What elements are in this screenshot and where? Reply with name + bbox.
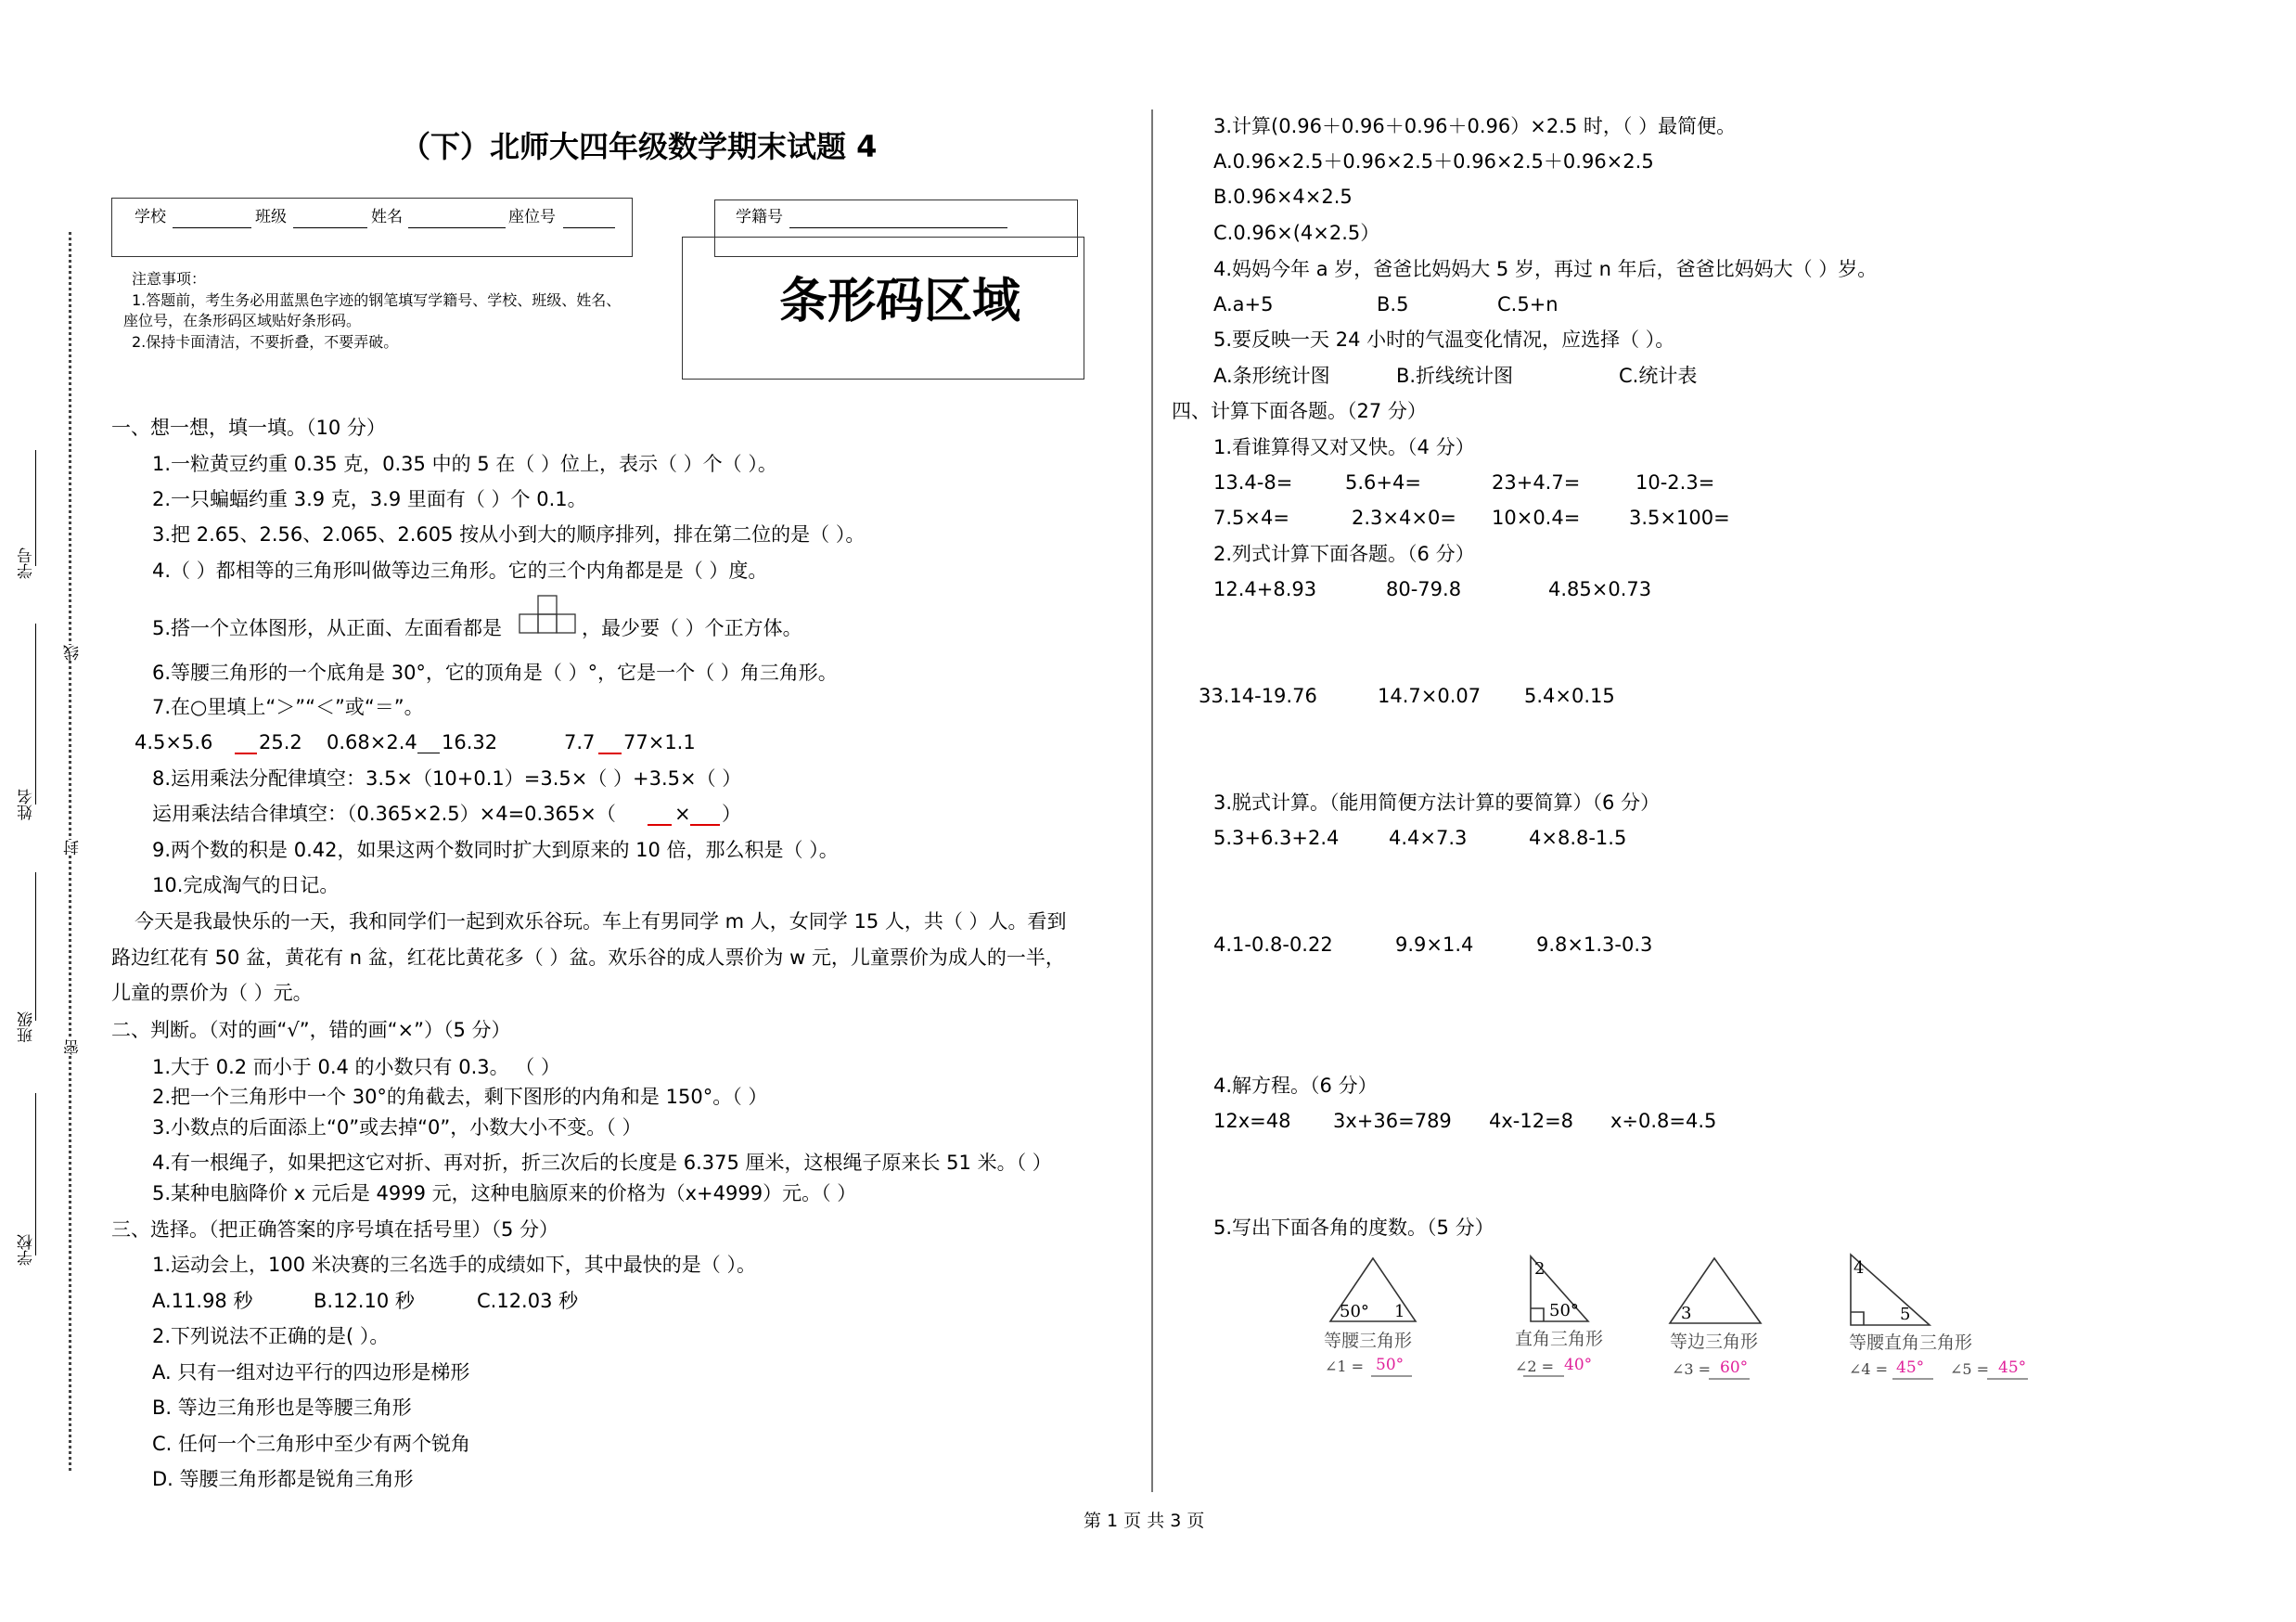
choice-q3-c: C.0.96×(4×2.5） [1213, 222, 1380, 244]
diary-line-1: 今天是我最快乐的一天，我和同学们一起到欢乐谷玩。车上有男同学 m 人，女同学 15 人，共（ ）人。看到 [135, 910, 1067, 933]
fill-q6: 6.等腰三角形的一个底角是 30°，它的顶角是（ ）°，它是一个（ ）角三角形。 [152, 662, 838, 684]
fill-q5-part2: ，最少要（ ）个正方体。 [582, 617, 802, 639]
choice-q2-a: A. 只有一组对边平行的四边形是梯形 [152, 1361, 470, 1384]
calc-3-item: 9.8×1.3-0.3 [1536, 933, 1653, 956]
tri-3-answer: 60° [1720, 1358, 1749, 1377]
calc-1-item: 13.4-8= [1213, 471, 1293, 494]
fill-q8b-close: ） [722, 803, 741, 825]
equation-item: 12x=48 [1213, 1110, 1291, 1132]
judge-q4: 4.有一根绳子，如果把这它对折、再对折，折三次后的长度是 6.375 厘米，这根绳子原来长 51 米。（ ） [152, 1152, 1052, 1174]
choice-q3: 3.计算(0.96＋0.96＋0.96＋0.96）×2.5 时，（ ）最简便。 [1213, 115, 1737, 137]
compare-c-blank[interactable] [598, 753, 622, 754]
fill-q8b-times: × [674, 803, 691, 825]
margin-label-student-id: 学号 [18, 547, 36, 579]
margin-rule-4 [35, 1093, 36, 1255]
calc-3-heading: 3.脱式计算。（能用简便方法计算的要简算）（6 分） [1213, 792, 1661, 814]
choice-q4-b: B.5 [1377, 293, 1409, 315]
fill-q5-part1: 5.搭一个立体图形，从正面、左面看都是 [152, 617, 503, 639]
seat-underline[interactable] [563, 227, 615, 228]
notes-line-1: 1.答题前，考生务必用蓝黑色字迹的钢笔填写学籍号、学校、班级、姓名、 [132, 291, 622, 309]
fill-q8b-blank-2[interactable] [690, 824, 720, 826]
section-3-heading: 三、选择。（把正确答案的序号填在括号里）（5 分） [111, 1218, 559, 1241]
calc-3-item: 5.3+6.3+2.4 [1213, 827, 1340, 849]
judge-q1: 1.大于 0.2 而小于 0.4 的小数只有 0.3。 （ ） [152, 1056, 560, 1078]
tri-4-answer: 45° [1896, 1358, 1925, 1377]
student-id-label: 学籍号 [736, 208, 783, 226]
fill-q8b-part1: 运用乘法结合律填空：（0.365×2.5）×4=0.365×（ [152, 803, 616, 825]
compare-a-right: 25.2 [259, 731, 302, 753]
notes-line-2: 座位号，在条形码区域贴好条形码。 [123, 312, 362, 329]
info-class-label: 班级 [255, 208, 287, 226]
section-2-heading: 二、判断。（对的画“√”，错的画“×”）（5 分） [111, 1019, 511, 1041]
tri-5-answer: 45° [1998, 1358, 2027, 1377]
calc-3-item: 4.4×7.3 [1389, 827, 1468, 849]
judge-q3: 3.小数点的后面添上“0”或去掉“0”，小数大小不变。（ ） [152, 1116, 642, 1139]
choice-q5-c: C.统计表 [1619, 365, 1698, 387]
tri-1-mark: 1 [1394, 1302, 1405, 1321]
choice-q2-c: C. 任何一个三角形中至少有两个锐角 [152, 1433, 471, 1455]
calc-1-item: 7.5×4= [1213, 507, 1289, 529]
fill-q1: 1.一粒黄豆约重 0.35 克，0.35 中的 5 在（ ）位上，表示（ ）个（ ）。 [152, 453, 777, 475]
tri-2-answer: 40° [1564, 1356, 1593, 1374]
notes-line-3: 2.保持卡面清洁，不要折叠，不要弄破。 [132, 333, 399, 351]
compare-c-left: 7.7 [564, 731, 596, 753]
info-name-label: 姓名 [371, 208, 403, 226]
choice-q5: 5.要反映一天 24 小时的气温变化情况，应选择（ ）。 [1213, 328, 1675, 351]
choice-q4-c: C.5+n [1497, 293, 1558, 315]
tri-4-mark-2: 5 [1900, 1305, 1911, 1324]
tri-4-mark: 4 [1853, 1258, 1865, 1278]
choice-q5-b: B.折线统计图 [1396, 365, 1514, 387]
fill-q3: 3.把 2.65、2.56、2.065、2.605 按从小到大的顺序排列，排在第二位的是（ ）。 [152, 523, 866, 546]
tri-1-answer: 50° [1376, 1356, 1405, 1374]
calc-2-item: 33.14-19.76 [1199, 685, 1317, 707]
column-divider [1151, 109, 1153, 1492]
page-title: （下）北师大四年级数学期末试题 4 [401, 129, 878, 164]
calc-3-item: 4×8.8-1.5 [1529, 827, 1627, 849]
choice-q1-a: A.11.98 秒 [152, 1290, 253, 1312]
compare-b-left: 0.68×2.4 [327, 731, 417, 753]
tri-4-answer-label: ∠4 = [1849, 1360, 1889, 1378]
calc-5-heading: 5.写出下面各角的度数。（5 分） [1213, 1216, 1494, 1239]
info-seat-label: 座位号 [508, 208, 556, 226]
equation-item: x÷0.8=4.5 [1610, 1110, 1717, 1132]
info-school-label: 学校 [135, 208, 166, 226]
fill-q4: 4.（ ）都相等的三角形叫做等边三角形。它的三个内角都是是（ ）度。 [152, 560, 768, 582]
calc-1-item: 23+4.7= [1492, 471, 1581, 494]
choice-q2-b: B. 等边三角形也是等腰三角形 [152, 1397, 412, 1419]
diary-line-2: 路边红花有 50 盆，黄花有 n 盆，红花比黄花多（ ）盆。欢乐谷的成人票价为 w 元，儿童票价为成人的一半， [111, 946, 1065, 969]
tri-1-given: 50° [1340, 1302, 1369, 1321]
calc-2-item: 12.4+8.93 [1213, 578, 1317, 600]
tri-3-name: 等边三角形 [1670, 1332, 1759, 1352]
tri-2-given: 50° [1549, 1301, 1579, 1320]
margin-label-class: 班级 [18, 1011, 36, 1043]
student-id-underline[interactable] [789, 227, 1007, 228]
tri-3-mark: 3 [1681, 1304, 1692, 1323]
judge-q5: 5.某种电脑降价 x 元后是 4999 元，这种电脑原来的价格为（x+4999）元。（ ） [152, 1182, 857, 1204]
calc-4-heading: 4.解方程。（6 分） [1213, 1075, 1378, 1097]
fill-q10: 10.完成淘气的日记。 [152, 874, 340, 896]
compare-a-left: 4.5×5.6 [135, 731, 213, 753]
margin-cut-line: 线 [61, 645, 84, 661]
fill-q8: 8.运用乘法分配律填空：3.5×（10+0.1）=3.5×（ ）+3.5×（ ） [152, 767, 742, 790]
compare-c-right: 77×1.1 [623, 731, 696, 753]
cube-view-figure [518, 594, 577, 635]
school-underline[interactable] [173, 227, 251, 228]
calc-1-item: 10-2.3= [1635, 471, 1715, 494]
calc-2-item: 80-79.8 [1386, 578, 1462, 600]
notes-heading: 注意事项： [132, 270, 207, 288]
section-4-heading: 四、计算下面各题。（27 分） [1172, 400, 1427, 422]
choice-q4-a: A.a+5 [1213, 293, 1274, 315]
tri-2-mark: 2 [1534, 1259, 1546, 1279]
calc-2-heading: 2.列式计算下面各题。（6 分） [1213, 543, 1475, 565]
fill-q7: 7.在○里填上“＞”“＜”或“＝”。 [152, 696, 424, 718]
equation-item: 3x+36=789 [1333, 1110, 1452, 1132]
tri-1-answer-label: ∠1 = [1325, 1358, 1365, 1375]
tri-1-name: 等腰三角形 [1324, 1331, 1413, 1351]
calc-3-item: 9.9×1.4 [1395, 933, 1474, 956]
equation-item: 4x-12=8 [1489, 1110, 1574, 1132]
calc-1-item: 2.3×4×0= [1352, 507, 1456, 529]
margin-label-name: 姓名 [18, 789, 36, 820]
fill-q2: 2.一只蝙蝠约重 3.9 克，3.9 里面有（ ）个 0.1。 [152, 488, 587, 510]
calc-2-item: 5.4×0.15 [1524, 685, 1615, 707]
choice-q1: 1.运动会上，100 米决赛的三名选手的成绩如下，其中最快的是（ ）。 [152, 1254, 756, 1276]
compare-a-blank[interactable] [235, 753, 257, 754]
choice-q3-a: A.0.96×2.5＋0.96×2.5＋0.96×2.5＋0.96×2.5 [1213, 150, 1654, 173]
choice-q2: 2.下列说法不正确的是( ）。 [152, 1325, 390, 1347]
choice-q1-b: B.12.10 秒 [314, 1290, 415, 1312]
tri-3-answer-label: ∠3 = [1672, 1360, 1712, 1378]
compare-b-right: 16.32 [442, 731, 498, 753]
name-underline[interactable] [408, 227, 506, 228]
calc-1-item: 3.5×100= [1629, 507, 1730, 529]
choice-q2-d: D. 等腰三角形都是锐角三角形 [152, 1468, 414, 1490]
choice-q5-a: A.条形统计图 [1213, 365, 1330, 387]
fill-q8b-blank-1[interactable] [648, 824, 672, 826]
tri-2-answer-label: ∠2 = [1515, 1358, 1555, 1375]
judge-q2: 2.把一个三角形中一个 30°的角截去，剩下图形的内角和是 150°。（ ） [152, 1086, 768, 1108]
class-underline[interactable] [293, 227, 367, 228]
page-footer: 第 1 页 共 3 页 [1084, 1511, 1205, 1531]
margin-label-school: 学校 [18, 1234, 36, 1266]
diary-line-3: 儿童的票价为（ ）元。 [111, 982, 313, 1004]
calc-1-heading: 1.看谁算得又对又快。（4 分） [1213, 436, 1475, 458]
tri-5-answer-label: ∠5 = [1950, 1360, 1990, 1378]
choice-q3-b: B.0.96×4×2.5 [1213, 186, 1353, 208]
calc-1-item: 5.6+4= [1345, 471, 1421, 494]
choice-q1-c: C.12.03 秒 [477, 1290, 579, 1312]
margin-cut-seal: 封 [61, 840, 84, 856]
tri-4-name: 等腰直角三角形 [1849, 1332, 1973, 1353]
margin-rule-3 [35, 872, 36, 1021]
calc-1-item: 10×0.4= [1492, 507, 1581, 529]
calc-3-item: 4.1-0.8-0.22 [1213, 933, 1333, 956]
choice-q4: 4.妈妈今年 a 岁，爸爸比妈妈大 5 岁，再过 n 年后，爸爸比妈妈大（ ）岁。 [1213, 258, 1878, 280]
tri-2-name: 直角三角形 [1515, 1329, 1604, 1349]
section-1-heading: 一、想一想，填一填。（10 分） [111, 417, 386, 439]
barcode-area-label: 条形码区域 [779, 274, 1021, 329]
calc-2-item: 14.7×0.07 [1378, 685, 1481, 707]
calc-2-item: 4.85×0.73 [1548, 578, 1652, 600]
fill-q9: 9.两个数的积是 0.42，如果这两个数同时扩大到原来的 10 倍，那么积是（ ）。 [152, 839, 839, 861]
margin-cut-secret: 密 [61, 1039, 84, 1055]
margin-rule-2 [35, 624, 36, 805]
